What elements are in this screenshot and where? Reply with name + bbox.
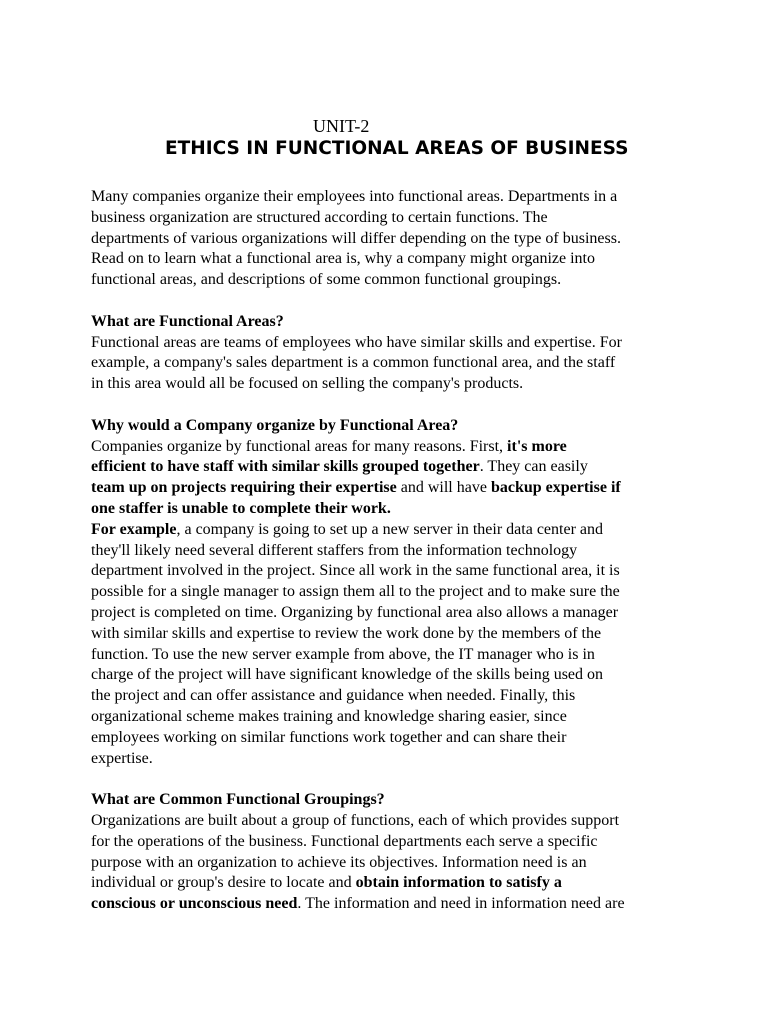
paragraph-line: with similar skills and expertise to review the work done by the members of the xyxy=(91,624,602,642)
unit-label: UNIT-2 xyxy=(313,116,370,136)
paragraph-line: for the operations of the business. Functional departments each serve a specific xyxy=(91,832,598,850)
document-title: ETHICS IN FUNCTIONAL AREAS OF BUSINESS xyxy=(165,138,629,159)
paragraph-line: Companies organize by functional areas for many reasons. First, it's more xyxy=(91,437,567,455)
paragraph-line: efficient to have staff with similar skills grouped together. They can easily xyxy=(91,458,588,476)
intro-line: business organization are structured according to certain functions. The xyxy=(91,208,548,226)
document-body xyxy=(91,187,691,915)
section-heading: Why would a Company organize by Functional Area? xyxy=(91,416,459,434)
paragraph-line: individual or group's desire to locate and obtain information to satisfy a xyxy=(91,874,562,892)
paragraph-line: in this area would all be focused on selling the company's products. xyxy=(91,375,524,393)
paragraph-line: the project and can offer assistance and guidance when needed. Finally, this xyxy=(91,687,576,705)
paragraph-line: purpose with an organization to achieve its objectives. Information need is an xyxy=(91,853,587,871)
intro-line: Many companies organize their employees into functional areas. Departments in a xyxy=(91,188,618,205)
intro-line: departments of various organizations will differ depending on the type of business. xyxy=(91,229,621,247)
paragraph-line: Organizations are built about a group of functions, each of which provides support xyxy=(91,811,620,829)
paragraph-line: team up on projects requiring their expertise and will have backup expertise if xyxy=(91,479,621,497)
paragraph-line: possible for a single manager to assign them all to the project and to make sure the xyxy=(91,583,620,601)
paragraph-line: expertise. xyxy=(91,749,153,767)
paragraph-line: organizational scheme makes training and knowledge sharing easier, since xyxy=(91,707,567,725)
paragraph-line: example, a company's sales department is a common functional area, and the staff xyxy=(91,354,616,372)
paragraph-line: employees working on similar functions work together and can share their xyxy=(91,728,567,746)
paragraph-line: function. To use the new server example from above, the IT manager who is in xyxy=(91,645,595,663)
section-heading: What are Functional Areas? xyxy=(91,312,284,330)
paragraph-line: charge of the project will have significant knowledge of the skills being used on xyxy=(91,666,604,684)
intro-line: Read on to learn what a functional area is, why a company might organize into xyxy=(91,250,595,268)
section-heading: What are Common Functional Groupings? xyxy=(91,791,385,809)
paragraph-line: project is completed on time. Organizing by functional area also allows a manager xyxy=(91,603,619,621)
paragraph-line: one staffer is unable to complete their work. xyxy=(91,499,391,517)
paragraph-line: department involved in the project. Since all work in the same functional area, it is xyxy=(91,562,620,580)
paragraph-line: Functional areas are teams of employees who have similar skills and expertise. For xyxy=(91,333,622,351)
intro-line: functional areas, and descriptions of some common functional groupings. xyxy=(91,271,562,289)
paragraph-line: conscious or unconscious need. The information and need in information need are xyxy=(91,895,625,913)
paragraph-line: they'll likely need several different staffers from the information technology xyxy=(91,541,578,559)
paragraph-line: For example, a company is going to set up a new server in their data center and xyxy=(91,520,603,538)
